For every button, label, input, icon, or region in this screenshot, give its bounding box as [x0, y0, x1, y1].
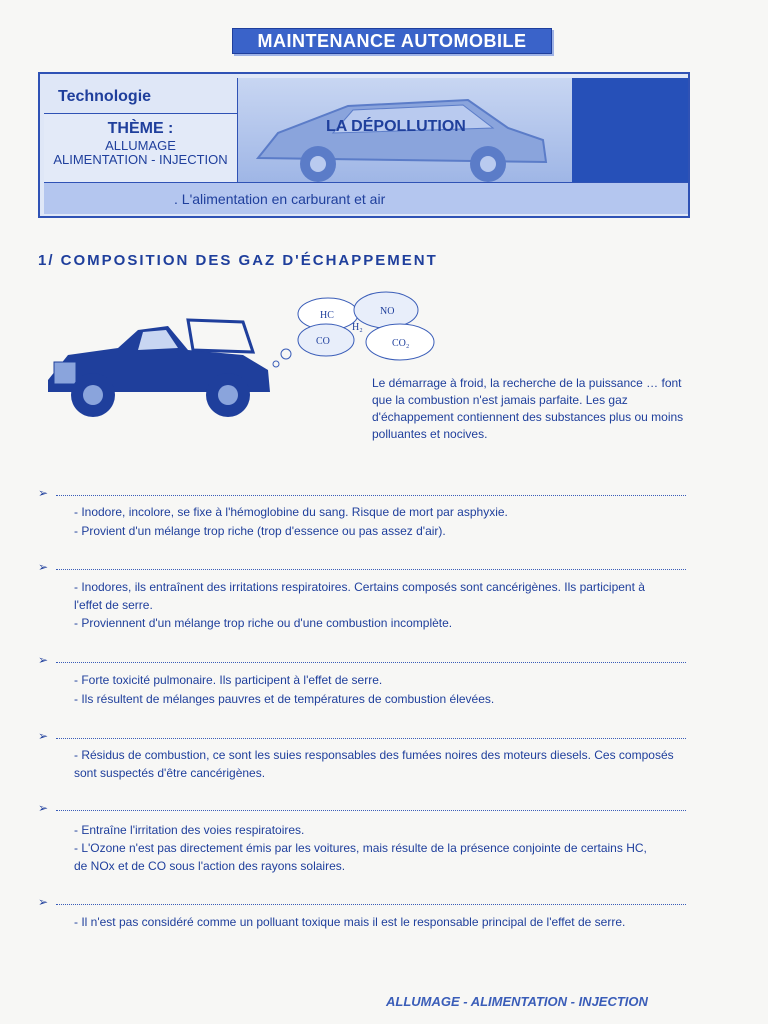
- cloud-label-co2: CO₂: [392, 338, 410, 349]
- cloud-label-co: CO: [316, 336, 330, 347]
- exhaust-gas-clouds: [268, 286, 448, 376]
- item-4-line-1: - Résidus de combustion, ce sont les suies responsables des fumées noires des moteurs diesels. Ces composés: [74, 748, 674, 762]
- category-cell: [44, 78, 238, 114]
- arrow-icon: ➢: [38, 560, 49, 574]
- item-3-line-2: - Ils résultent de mélanges pauvres et de températures de combustion élevées.: [74, 692, 495, 706]
- page-footer: ALLUMAGE - ALIMENTATION - INJECTION: [386, 994, 648, 1009]
- item-2-line-2: l'effet de serre.: [74, 598, 153, 612]
- cloud-label-h2: H₂: [352, 322, 363, 333]
- theme-line-2: ALIMENTATION - INJECTION: [53, 152, 228, 167]
- arrow-icon: ➢: [38, 729, 49, 743]
- arrow-icon: ➢: [38, 486, 49, 500]
- item-4-line-2: sont suspectés d'être cancérigènes.: [74, 766, 266, 780]
- header-accent-block: [572, 78, 688, 182]
- theme-line-1: ALLUMAGE: [105, 138, 176, 153]
- header-box: [38, 72, 690, 218]
- arrow-icon: ➢: [38, 801, 49, 815]
- item-1-line-2: - Provient d'un mélange trop riche (trop d'essence ou pas assez d'air).: [74, 524, 446, 538]
- answer-line-4[interactable]: [38, 731, 688, 745]
- section-title: 1/ COMPOSITION DES GAZ D'ÉCHAPPEMENT: [38, 252, 438, 269]
- item-6-line-1: - Il n'est pas considéré comme un polluant toxique mais il est le responsable principal de l'effet de serre.: [74, 915, 626, 929]
- vintage-car-illustration: [38, 300, 278, 425]
- header-title: LA DÉPOLLUTION: [326, 118, 466, 135]
- answer-line-1[interactable]: [38, 488, 688, 502]
- car-photo-cell: [238, 78, 572, 182]
- header-subtitle: . L'alimentation en carburant et air: [174, 191, 386, 207]
- theme-label: THÈME :: [107, 120, 174, 137]
- answer-line-6[interactable]: [38, 897, 688, 911]
- item-1-line-1: - Inodore, incolore, se fixe à l'hémoglobine du sang. Risque de mort par asphyxie.: [74, 505, 508, 519]
- theme-cell: [44, 114, 238, 182]
- intro-paragraph: Le démarrage à froid, la recherche de la puissance … font que la combustion n'est jamais parfaite. Les gaz d'échappement contiennent des substances plus ou moins polluantes et nocives.: [372, 376, 684, 441]
- answer-line-5[interactable]: [38, 803, 688, 817]
- item-5-line-2: - L'Ozone n'est pas directement émis par les voitures, mais résulte de la présence conjointe de certains HC,: [74, 841, 647, 855]
- category-label: Technologie: [58, 88, 152, 105]
- subtitle-strip: [44, 182, 688, 214]
- arrow-icon: ➢: [38, 895, 49, 909]
- cloud-label-hc: HC: [320, 310, 334, 321]
- item-2-line-3: - Proviennent d'un mélange trop riche ou d'une combustion incomplète.: [74, 616, 453, 630]
- item-2-line-1: - Inodores, ils entraînent des irritations respiratoires. Certains composés sont cancérigènes. Ils participent à: [74, 580, 645, 594]
- answer-line-2[interactable]: [38, 562, 688, 576]
- answer-line-3[interactable]: [38, 655, 688, 669]
- cloud-label-no: NO: [380, 306, 395, 317]
- document-banner: MAINTENANCE AUTOMOBILE: [232, 28, 552, 54]
- item-3-line-1: - Forte toxicité pulmonaire. Ils participent à l'effet de serre.: [74, 673, 383, 687]
- item-5-line-1: - Entraîne l'irritation des voies respiratoires.: [74, 823, 305, 837]
- item-5-line-3: de NOx et de CO sous l'action des rayons solaires.: [74, 859, 346, 873]
- arrow-icon: ➢: [38, 653, 49, 667]
